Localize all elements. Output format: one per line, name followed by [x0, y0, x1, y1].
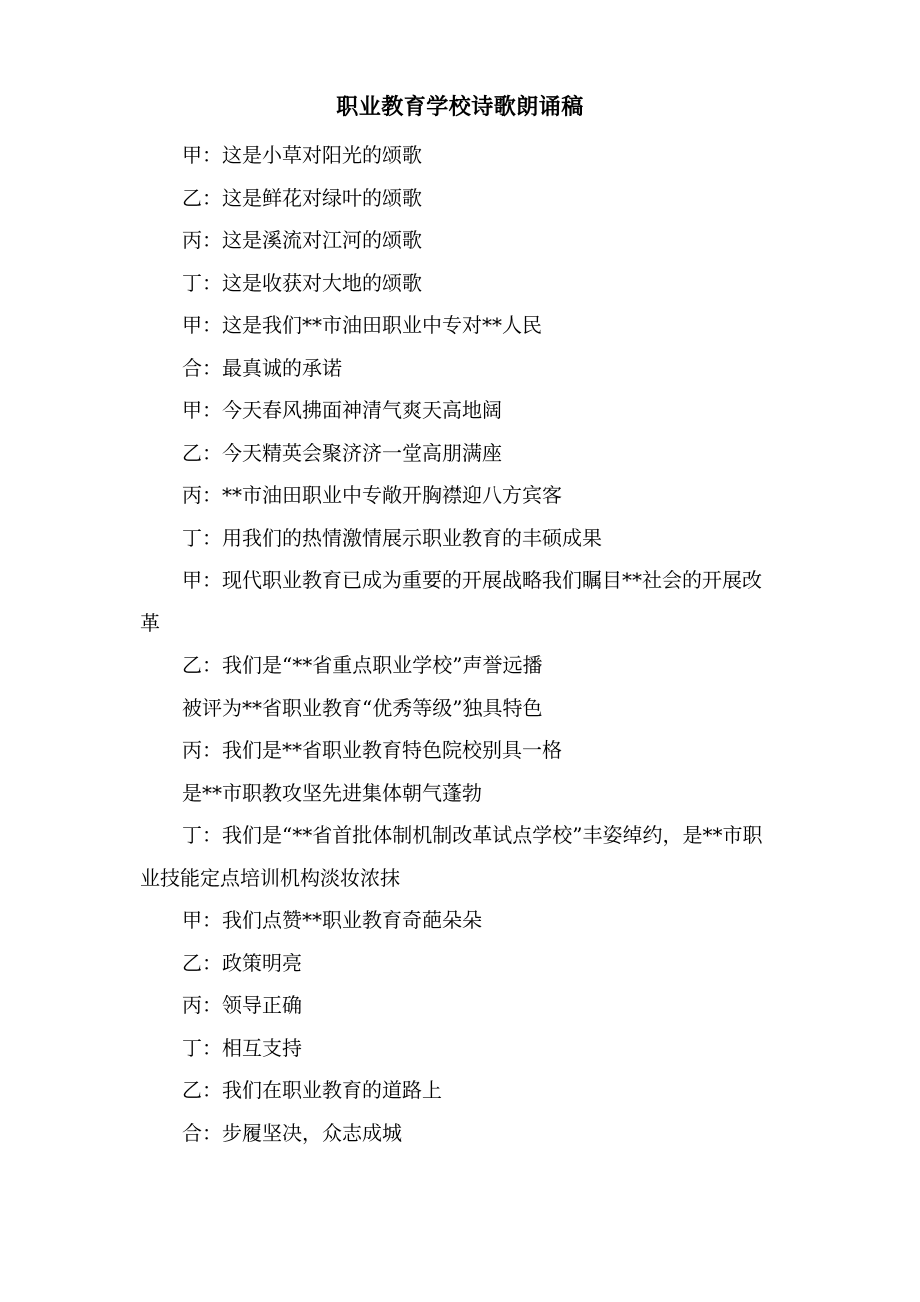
paragraph-3: 丙：这是溪流对江河的颂歌: [182, 228, 422, 252]
paragraph-13: 被评为**省职业教育“优秀等级”独具特色: [182, 695, 543, 720]
paragraph-1: 甲：这是小草对阳光的颂歌: [182, 143, 422, 167]
paragraph-21: 乙：我们在职业教育的道路上: [182, 1078, 442, 1102]
document-body: [140, 134, 780, 1154]
document-title: 职业教育学校诗歌朗诵稿: [336, 94, 584, 120]
paragraph-22: 合：步履坚决，众志成城: [182, 1120, 402, 1145]
paragraph-7: 甲：今天春风拂面神清气爽天高地阔: [182, 398, 502, 422]
paragraph-10: 丁：用我们的热情激情展示职业教育的丰硕成果: [182, 525, 602, 550]
paragraph-19: 丙：领导正确: [182, 993, 302, 1017]
paragraph-11: 甲：现代职业教育已成为重要的开展战略我们瞩目**社会的开展改革: [140, 568, 762, 635]
paragraph-5: 甲：这是我们**市油田职业中专对**人民: [182, 313, 542, 337]
paragraph-12: 乙：我们是“**省重点职业学校”声誉远播: [182, 653, 543, 677]
paragraph-16: 丁：我们是“**省首批体制机制改革试点学校”丰姿绰约，是**市职业技能定点培训机构淡妆浓抹: [140, 823, 763, 890]
paragraph-15: 是**市职教攻坚先进集体朝气蓬勃: [182, 780, 482, 805]
paragraph-14: 丙：我们是**省职业教育特色院校别具一格: [182, 738, 562, 762]
paragraph-17: 甲：我们点赞**职业教育奇葩朵朵: [182, 908, 482, 932]
paragraph-9: 丙：**市油田职业中专敞开胸襟迎八方宾客: [182, 483, 562, 507]
paragraph-20: 丁：相互支持: [182, 1035, 302, 1060]
paragraph-18: 乙：政策明亮: [182, 950, 302, 975]
paragraph-2: 乙：这是鲜花对绿叶的颂歌: [182, 185, 422, 210]
paragraph-6: 合：最真诚的承诺: [182, 355, 342, 380]
paragraph-4: 丁：这是收获对大地的颂歌: [182, 270, 422, 295]
paragraph-8: 乙：今天精英会聚济济一堂高朋满座: [182, 440, 502, 465]
